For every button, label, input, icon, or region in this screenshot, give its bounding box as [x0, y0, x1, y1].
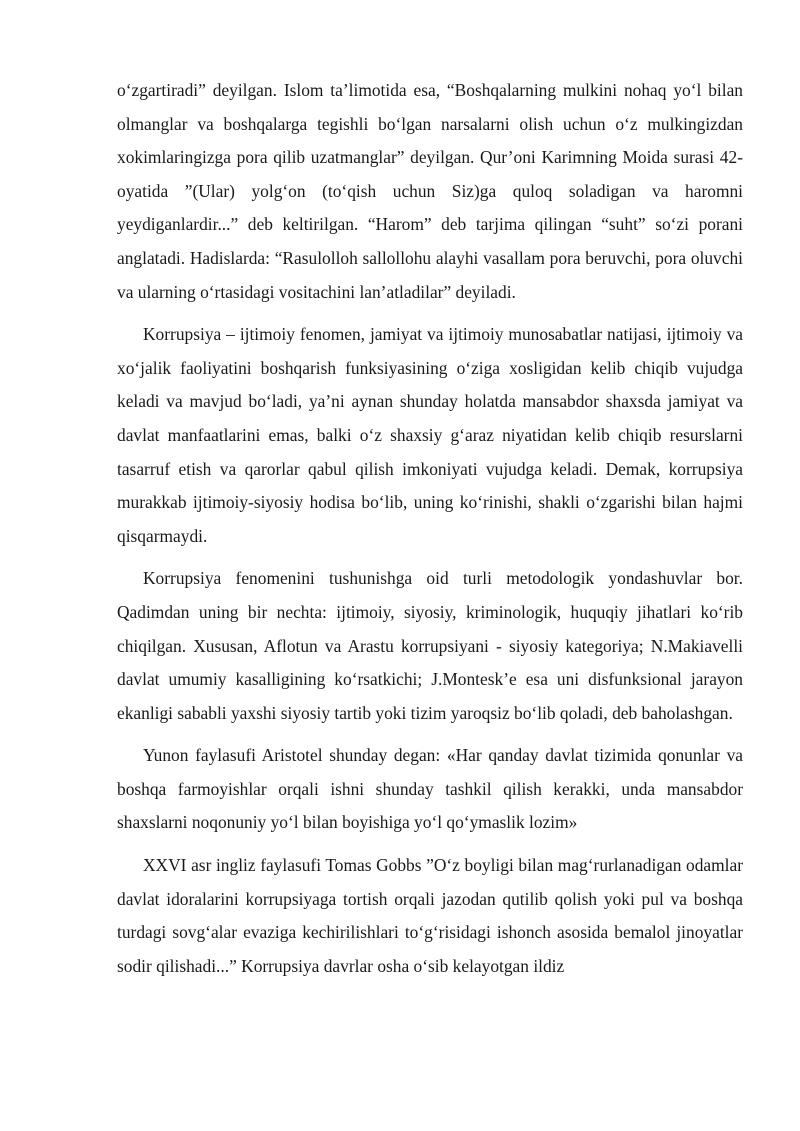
document-body [117, 74, 743, 992]
paragraph-corruption-phenomenon: Korrupsiya – ijtimoiy fenomen, jamiyat va ijtimoiy munosabatlar natijasi, ijtimoiy va xo‘jalik faoliyatini boshqarish funksiyasining o‘ziga xosligidan kelib chiqib vujudga keladi va mavjud bo‘ladi, ya’ni aynan shunday holatda mansabdor shaxsda jamiyat va davlat manfaatlarini emas, balki o‘z shaxsiy g‘araz niyatidan kelib chiqib resurslarni tasarruf etish va qarorlar qabul qilish imkoniyati vujudga keladi. Demak, korrupsiya murakkab ijtimoiy-siyosiy hodisa bo‘lib, uning ko‘rinishi, shakli o‘zgarishi bilan hajmi qisqarmaydi. [117, 324, 743, 546]
paragraph-hobbes-quote: XXVI asr ingliz faylasufi Tomas Gobbs ”O‘z boyligi bilan mag‘rurlanadigan odamlar davlat idoralarini korrupsiyaga tortish orqali jazodan qutilib qolish yoki pul va boshqa turdagi sovg‘alar evaziga kechirilishlari to‘g‘risidagi ishonch asosida bemalol jinoyatlar sodir qilishadi...” Korrupsiya davrlar osha o‘sib kelayotgan ildiz [117, 855, 743, 976]
paragraph-islamic-teaching: o‘zgartiradi” deyilgan. Islom ta’limotida esa, “Boshqalarning mulkini nohaq yo‘l bilan olmanglar va boshqalarga tegishli bo‘lgan narsalarni olish uchun o‘z mulkingizdan xokimlaringizga pora qilib uzatmanglar” deyilgan. Qur’oni Karimning Moida surasi 42-oyatida ”(Ular) yolg‘on (to‘qish uchun Siz)ga quloq soladigan va haromni yeydiganlardir...” deb keltirilgan. “Harom” deb tarjima qilingan “suht” so‘zi porani anglatadi. Hadislarda: “Rasulolloh sallollohu alayhi vasallam pora beruvchi, pora oluvchi va ularning o‘rtasidagi vositachini lan’atladilar” deyiladi. [117, 80, 743, 302]
paragraph-methodological-approaches: Korrupsiya fenomenini tushunishga oid turli metodologik yondashuvlar bor. Qadimdan uning bir nechta: ijtimoiy, siyosiy, kriminologik, huquqiy jihatlari ko‘rib chiqilgan. Xususan, Aflotun va Arastu korrupsiyani - siyosiy kategoriya; N.Makiavelli davlat umumiy kasalligining ko‘rsatkichi; J.Montesk’e esa uni disfunksional jarayon ekanligi sababli yaxshi siyosiy tartib yoki tizim yaroqsiz bo‘lib qoladi, deb baholashgan. [117, 568, 743, 723]
paragraph-aristotle-quote: Yunon faylasufi Aristotel shunday degan: «Har qanday davlat tizimida qonunlar va boshqa farmoyishlar orqali ishni shunday tashkil qilish kerakki, unda mansabdor shaxslarni noqonuniy yo‘l bilan boyishiga yo‘l qo‘ymaslik lozim» [117, 745, 743, 833]
